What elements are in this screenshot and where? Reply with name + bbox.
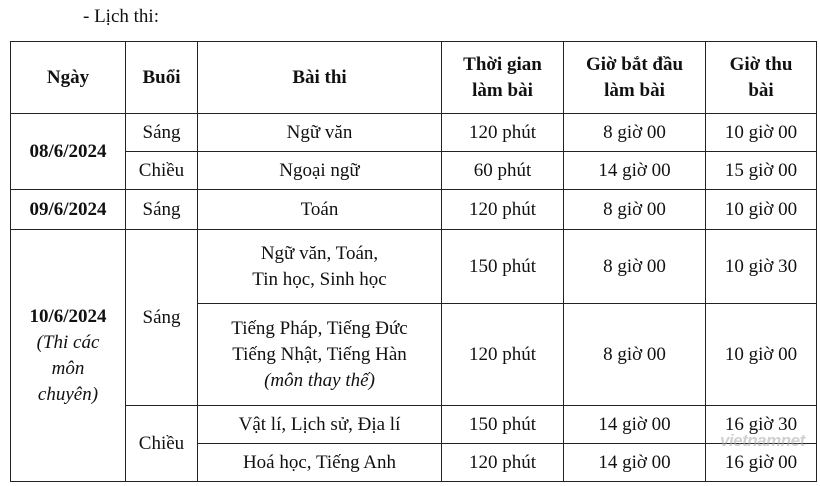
end-time-cell: 15 giờ 00 xyxy=(706,152,817,190)
duration-cell: 150 phút xyxy=(442,230,564,304)
duration-cell: 120 phút xyxy=(442,190,564,230)
end-time-cell: 10 giờ 00 xyxy=(706,114,817,152)
start-time-cell: 14 giờ 00 xyxy=(564,444,706,482)
subject-cell: Ngoại ngữ xyxy=(198,152,442,190)
subject-cell: Ngữ văn xyxy=(198,114,442,152)
duration-cell: 150 phút xyxy=(442,406,564,444)
subject-line: Tin học, Sinh học xyxy=(252,268,387,290)
start-time-cell: 8 giờ 00 xyxy=(564,190,706,230)
duration-cell: 120 phút xyxy=(442,304,564,406)
table-row xyxy=(11,406,817,444)
header-row xyxy=(11,42,817,114)
start-time-cell: 14 giờ 00 xyxy=(564,406,706,444)
table-row xyxy=(11,230,817,304)
table-row xyxy=(11,190,817,230)
subject-cell: Vật lí, Lịch sử, Địa lí xyxy=(198,406,442,444)
end-time-cell: 10 giờ 00 xyxy=(706,190,817,230)
header-bai-thi: Bài thi xyxy=(198,42,442,114)
date-cell: 09/6/2024 xyxy=(11,190,126,230)
header-line: Thời gian xyxy=(463,53,542,75)
duration-cell: 60 phút xyxy=(442,152,564,190)
table-row xyxy=(11,114,817,152)
header-gio-bat-dau xyxy=(564,42,706,114)
subject-cell xyxy=(198,230,442,304)
header-gio-thu-bai xyxy=(706,42,817,114)
date-note-line: môn xyxy=(51,357,85,379)
duration-cell: 120 phút xyxy=(442,114,564,152)
date-cell xyxy=(11,230,126,482)
header-ngay: Ngày xyxy=(11,42,126,114)
subject-note: (môn thay thế) xyxy=(264,369,375,391)
subject-line: Ngữ văn, Toán, xyxy=(260,242,379,264)
end-time-cell: 16 giờ 30 xyxy=(706,406,817,444)
end-time-cell: 10 giờ 30 xyxy=(706,230,817,304)
session-cell: Chiều xyxy=(126,406,198,482)
header-line: bài xyxy=(748,79,774,101)
start-time-cell: 8 giờ 00 xyxy=(564,114,706,152)
date-note-line: (Thi các xyxy=(36,331,100,353)
start-time-cell: 8 giờ 00 xyxy=(564,230,706,304)
session-cell: Sáng xyxy=(126,114,198,152)
date-cell: 08/6/2024 xyxy=(11,114,126,190)
header-line: làm bài xyxy=(472,79,533,101)
date-value: 10/6/2024 xyxy=(29,305,107,327)
header-line: Giờ bắt đầu xyxy=(585,53,684,75)
session-cell: Chiều xyxy=(126,152,198,190)
exam-schedule-table xyxy=(10,41,817,482)
header-buoi: Buổi xyxy=(126,42,198,114)
header-line: Giờ thu xyxy=(729,53,793,75)
intro-text: - Lịch thi: xyxy=(83,6,159,27)
start-time-cell: 8 giờ 00 xyxy=(564,304,706,406)
subject-cell xyxy=(198,304,442,406)
header-line: làm bài xyxy=(604,79,665,101)
table-row xyxy=(11,152,817,190)
end-time-cell: 10 giờ 00 xyxy=(706,304,817,406)
vietnamnet-watermark: vietnamnet xyxy=(720,431,805,450)
header-thoi-gian xyxy=(442,42,564,114)
subject-line: Tiếng Nhật, Tiếng Hàn xyxy=(232,343,407,365)
start-time-cell: 14 giờ 00 xyxy=(564,152,706,190)
session-cell: Sáng xyxy=(126,190,198,230)
subject-cell: Hoá học, Tiếng Anh xyxy=(198,444,442,482)
subject-line: Tiếng Pháp, Tiếng Đức xyxy=(231,317,408,339)
subject-cell: Toán xyxy=(198,190,442,230)
end-time-cell: 16 giờ 00 xyxy=(706,444,817,482)
session-cell: Sáng xyxy=(126,230,198,406)
duration-cell: 120 phút xyxy=(442,444,564,482)
date-note-line: chuyên) xyxy=(37,383,99,405)
